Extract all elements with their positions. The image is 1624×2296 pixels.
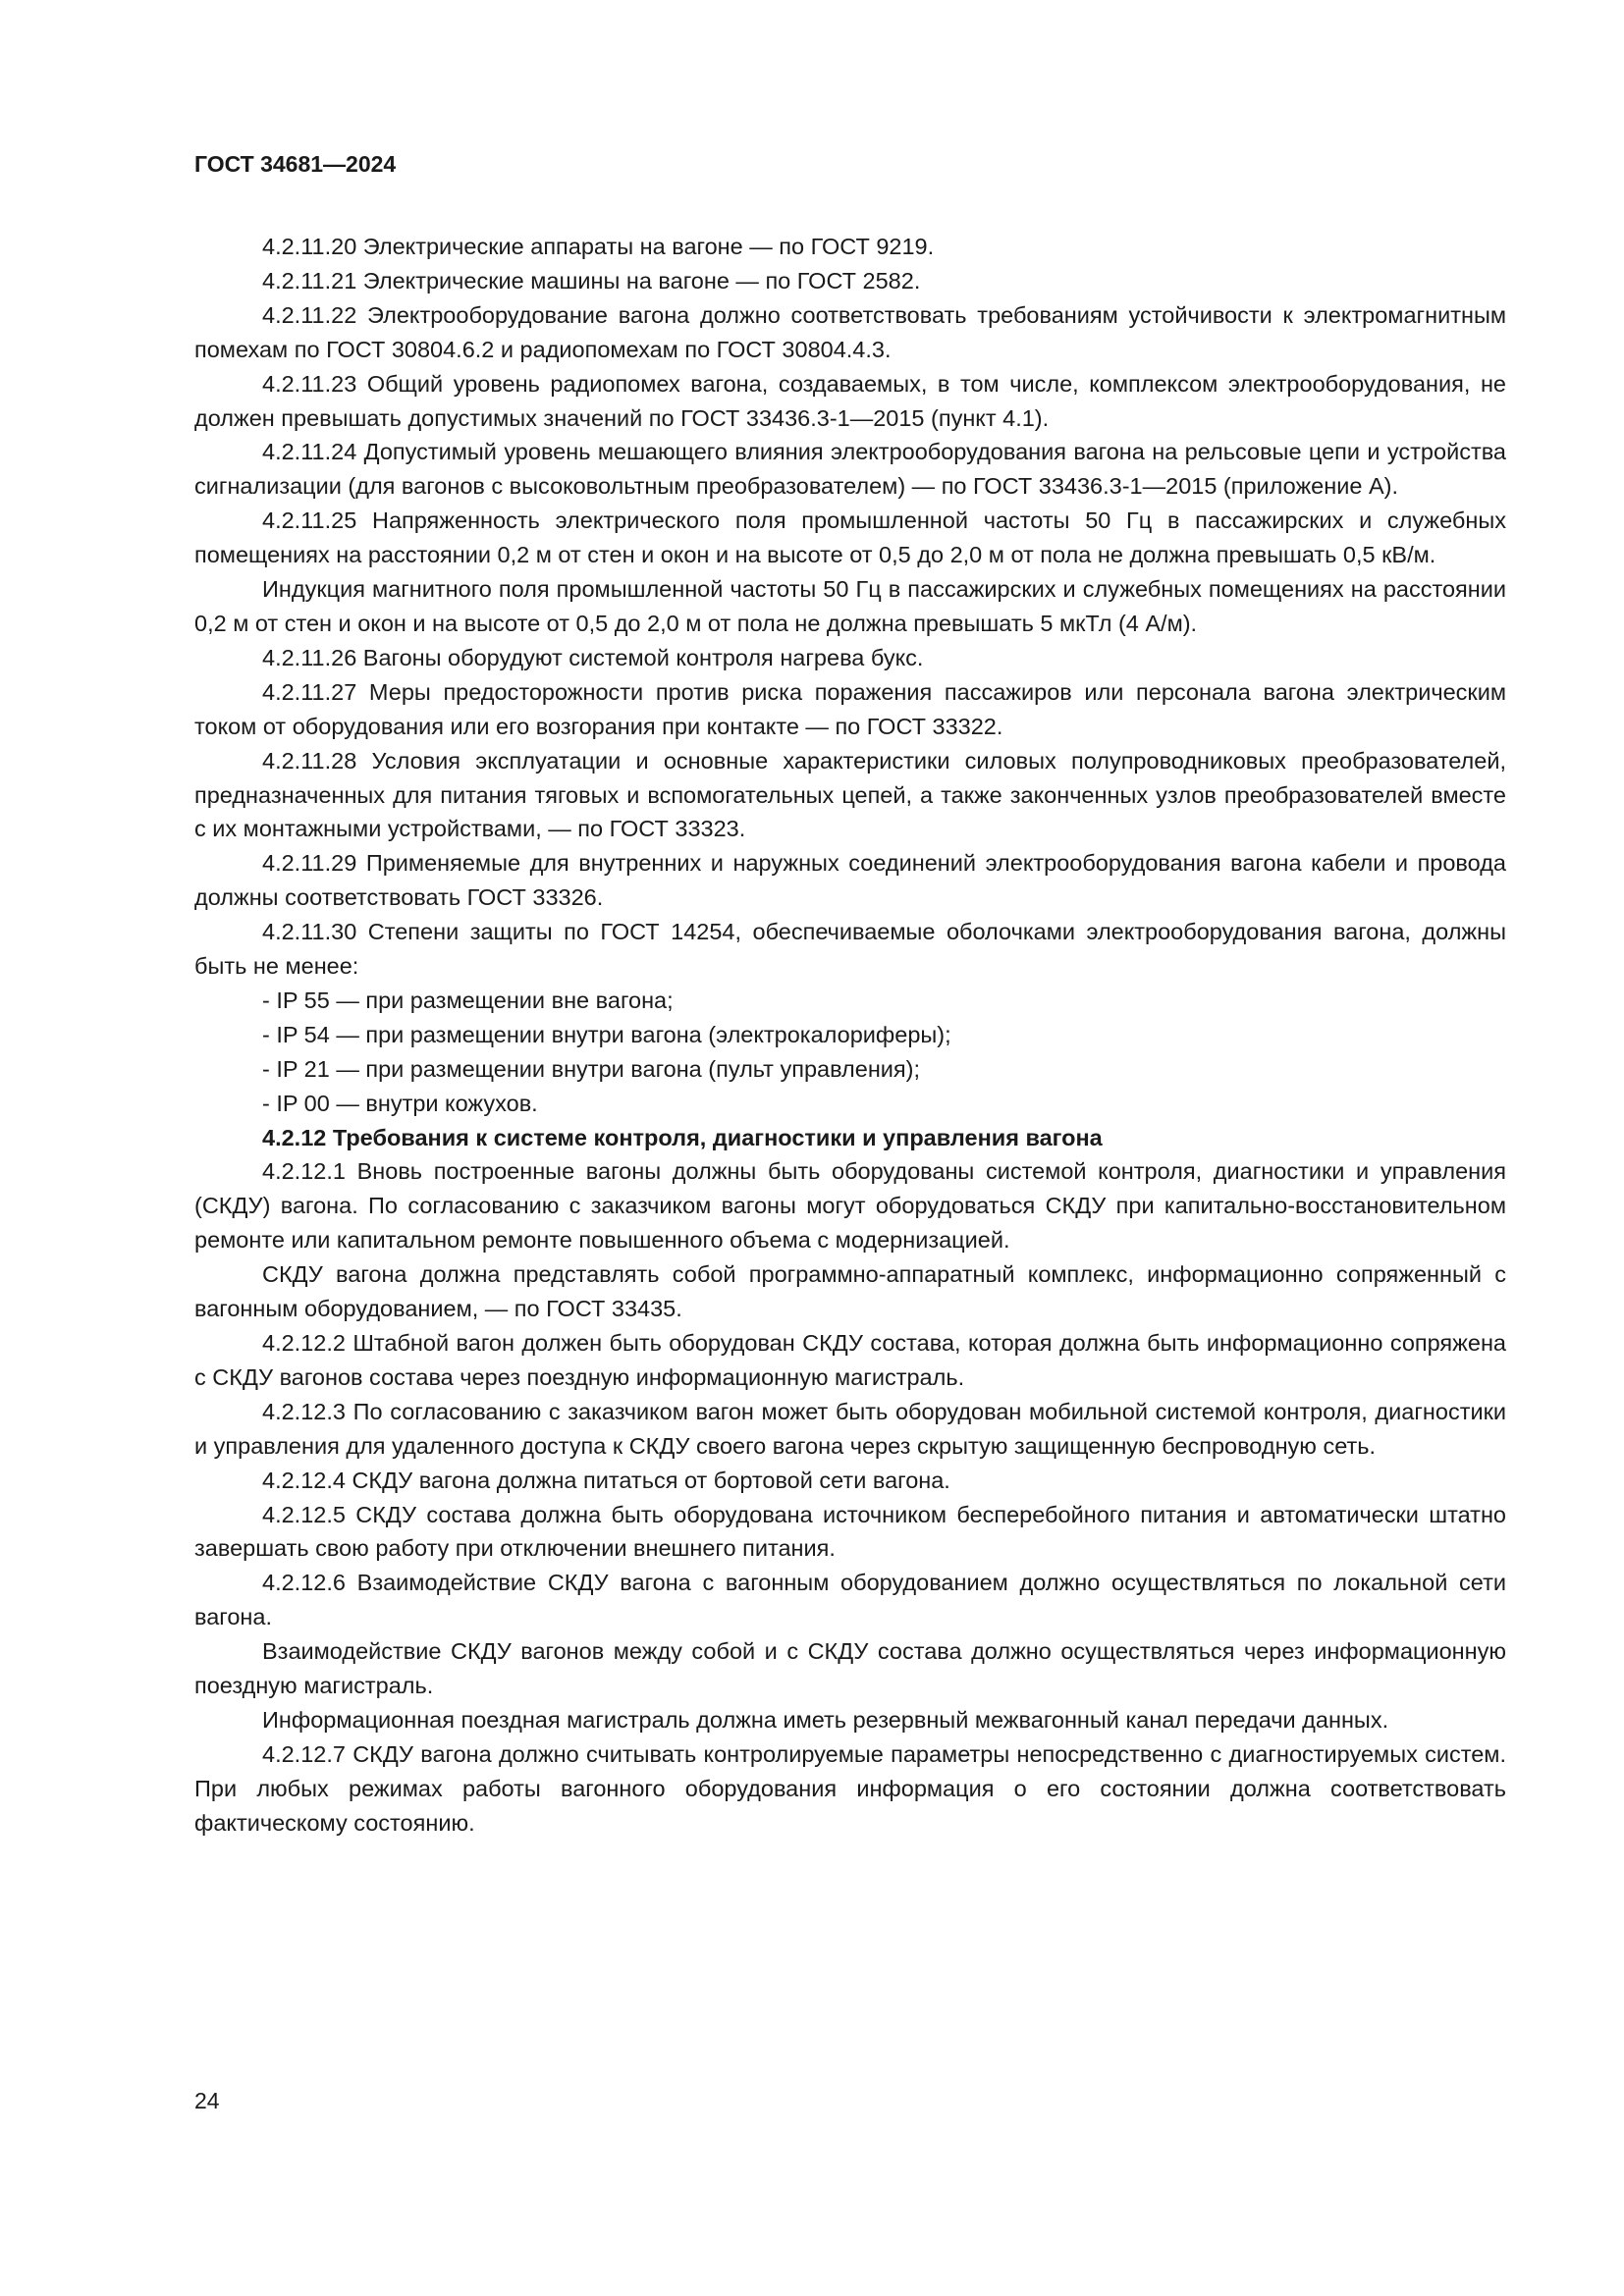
list-item: - IP 55 — при размещении вне вагона; [262, 987, 674, 1013]
paragraph: Информационная поездная магистраль должна иметь резервный межвагонный канал передачи данных. [262, 1706, 1389, 1733]
page-number: 24 [194, 2088, 220, 2113]
paragraph: 4.2.12.2 Штабной вагон должен быть оборудован СКДУ состава, которая должна быть информационно сопряжена с СКДУ вагонов состава через поездную информационную магистраль. [194, 1330, 1506, 1390]
paragraph: 4.2.12.1 Вновь построенные вагоны должны быть оборудованы системой контроля, диагностики и управления (СКДУ) вагона. По согласованию с заказчиком вагоны могут оборудоваться СКДУ при капитально-восстановительном ремонте или капитальном ремонте повышенного объема с модернизацией. [194, 1158, 1506, 1254]
paragraph: 4.2.12.4 СКДУ вагона должна питаться от бортовой сети вагона. [262, 1467, 950, 1493]
paragraph: 4.2.11.29 Применяемые для внутренних и наружных соединений электрооборудования вагона кабели и провода должны соответствовать ГОСТ 33326. [194, 850, 1506, 911]
paragraph: 4.2.11.22 Электрооборудование вагона должно соответствовать требованиям устойчивости к электромагнитным помехам по ГОСТ 30804.6.2 и радиопомехам по ГОСТ 30804.4.3. [194, 301, 1506, 362]
paragraph: 4.2.11.28 Условия эксплуатации и основные характеристики силовых полупроводниковых преобразователей, предназначенных для питания тяговых и вспомогательных цепей, а также законченных узлов преобразователей вместе с их монтажными устройствами, — по ГОСТ 33323. [194, 747, 1506, 842]
paragraph: 4.2.11.21 Электрические машины на вагоне — по ГОСТ 2582. [262, 267, 921, 294]
list-item: - IP 00 — внутри кожухов. [262, 1090, 538, 1116]
paragraph: 4.2.12.5 СКДУ состава должна быть оборудована источником бесперебойного питания и автоматически штатно завершать свою работу при отключении внешнего питания. [194, 1501, 1506, 1562]
paragraph: 4.2.12.7 СКДУ вагона должно считывать контролируемые параметры непосредственно с диагностируемых систем. При любых режимах работы вагонного оборудования информация о его состоянии должна соответствовать фактическому состоянию. [194, 1740, 1506, 1836]
document-body [194, 230, 1506, 1841]
paragraph: 4.2.12.3 По согласованию с заказчиком вагон может быть оборудован мобильной системой контроля, диагностики и управления для удаленного доступа к СКДУ своего вагона через скрытую защищенную беспроводную сеть. [194, 1398, 1506, 1459]
paragraph: 4.2.11.20 Электрические аппараты на вагоне — по ГОСТ 9219. [262, 234, 935, 259]
paragraph: 4.2.11.27 Меры предосторожности против риска поражения пассажиров или персонала вагона электрическим током от оборудования или его возгорания при контакте — по ГОСТ 33322. [194, 678, 1506, 739]
list-item: - IP 21 — при размещении внутри вагона (пульт управления); [262, 1055, 921, 1082]
paragraph: 4.2.11.26 Вагоны оборудуют системой контроля нагрева букс. [262, 644, 924, 670]
paragraph: 4.2.11.24 Допустимый уровень мешающего влияния электрооборудования вагона на рельсовые цепи и устройства сигнализации (для вагонов с высоковольтным преобразователем) — по ГОСТ 33436.3-1—2015 (приложение А). [194, 439, 1506, 500]
list-item: - IP 54 — при размещении внутри вагона (электрокалориферы); [262, 1021, 951, 1047]
document-code-header: ГОСТ 34681—2024 [194, 151, 397, 177]
section-heading: 4.2.12 Требования к системе контроля, диагностики и управления вагона [262, 1124, 1103, 1150]
paragraph: 4.2.11.25 Напряженность электрического поля промышленной частоты 50 Гц в пассажирских и служебных помещениях на расстоянии 0,2 м от стен и окон и на высоте от 0,5 до 2,0 м от пола не должна превышать 0,5 кВ/м. [194, 507, 1506, 568]
paragraph: СКДУ вагона должна представлять собой программно-аппаратный комплекс, информационно сопряженный с вагонным оборудованием, — по ГОСТ 33435. [194, 1261, 1506, 1322]
paragraph: 4.2.11.23 Общий уровень радиопомех вагона, создаваемых, в том числе, комплексом электрооборудования, не должен превышать допустимых значений по ГОСТ 33436.3-1—2015 (пункт 4.1). [194, 370, 1506, 431]
paragraph: Взаимодействие СКДУ вагонов между собой и с СКДУ состава должно осуществляться через информационную поездную магистраль. [194, 1638, 1506, 1699]
paragraph: Индукция магнитного поля промышленной частоты 50 Гц в пассажирских и служебных помещениях на расстоянии 0,2 м от стен и окон и на высоте от 0,5 до 2,0 м от пола не должна превышать 5 мкТл (4 А/м). [194, 576, 1506, 636]
paragraph: 4.2.11.30 Степени защиты по ГОСТ 14254, обеспечиваемые оболочками электрооборудования вагона, должны быть не менее: [194, 919, 1506, 980]
paragraph: 4.2.12.6 Взаимодействие СКДУ вагона с вагонным оборудованием должно осуществляться по локальной сети вагона. [194, 1570, 1506, 1630]
